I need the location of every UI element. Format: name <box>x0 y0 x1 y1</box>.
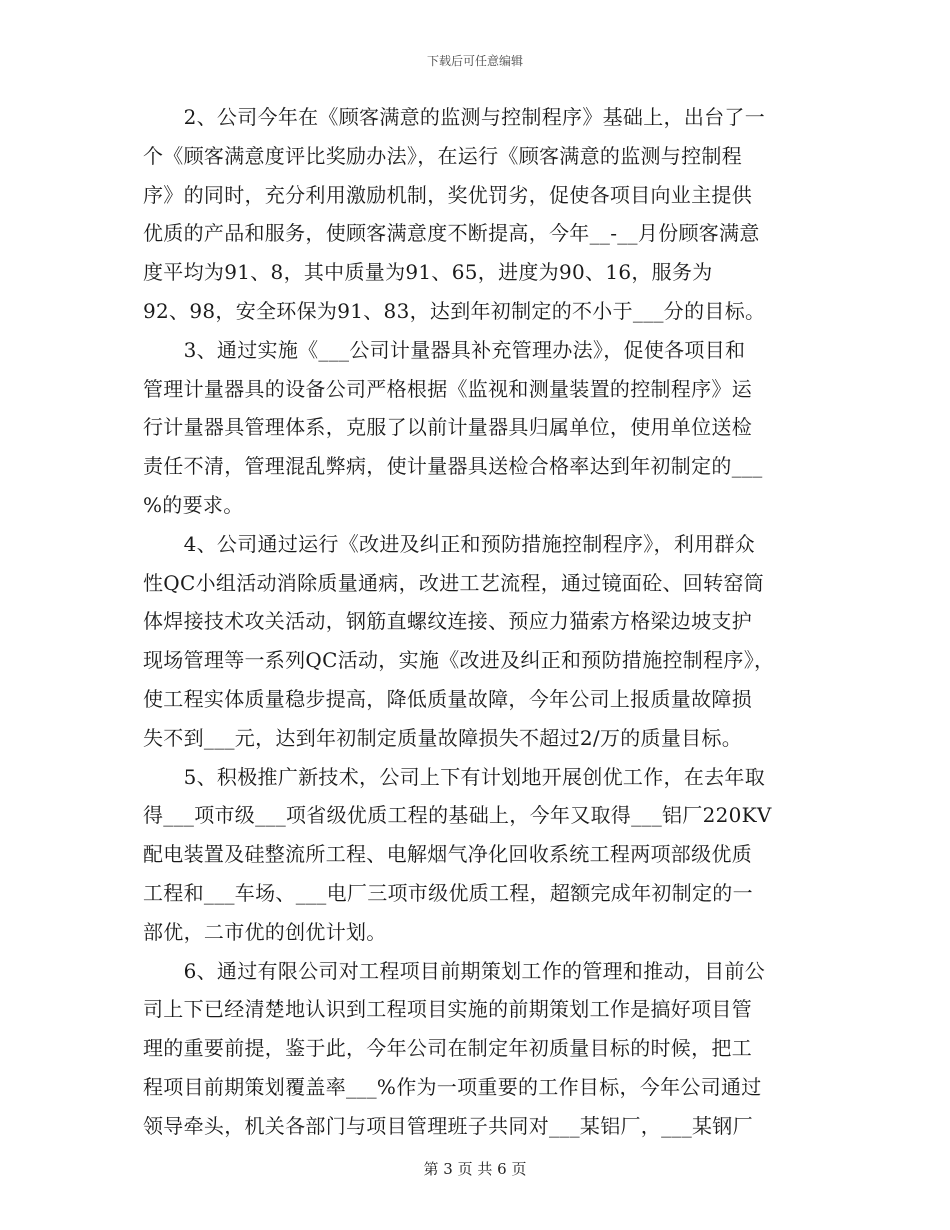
text-line: 管理计量器具的设备公司严格根据《监视和测量装置的控制程序》运 <box>143 376 752 401</box>
text-line: 使工程实体质量稳步提高，降低质量故障，今年公司上报质量故障损 <box>143 686 752 711</box>
text-line: 2、公司今年在《顾客满意的监测与控制程序》基础上，出台了一 <box>143 105 766 129</box>
text-line: 个《顾客满意度评比奖励办法》，在运行《顾客满意的监测与控制程 <box>143 143 742 168</box>
text-line: 优质的产品和服务，使顾客满意度不断提高，今年__-__月份顾客满意 <box>143 221 760 246</box>
text-line: 配电装置及硅整流所工程、电解烟气净化回收系统工程两项部级优质 <box>143 842 752 867</box>
text-line: 5、积极推广新技术，公司上下有计划地开展创优工作，在去年取 <box>143 764 766 789</box>
text-line: 领导牵头，机关各部门与项目管理班子共同对___某铝厂，___某钢厂 <box>143 1113 753 1138</box>
text-line: 部优，二市优的创优计划。 <box>143 919 387 944</box>
text-line: 行计量器具管理体系，克服了以前计量器具归属单位，使用单位送检 <box>143 415 752 440</box>
text-line: 度平均为91、8，其中质量为91、65，进度为90、16，服务为 <box>143 260 713 285</box>
text-line: 司上下已经清楚地认识到工程项目实施的前期策划工作是搞好项目管 <box>143 997 752 1022</box>
text-line: 4、公司通过运行《改进及纠正和预防措施控制程序》，利用群众 <box>143 531 756 556</box>
text-line: %的要求。 <box>143 492 244 517</box>
text-line: 程项目前期策划覆盖率___%作为一项重要的工作目标，今年公司通过 <box>143 1074 762 1099</box>
text-line: 工程和___车场、___电厂三项市级优质工程，超额完成年初制定的一 <box>143 880 753 905</box>
document-body <box>143 98 808 1146</box>
page-header: 下载后可任意编辑 <box>426 54 523 68</box>
text-line: 序》的同时，充分利用激励机制，奖优罚劣，促使各项目向业主提供 <box>143 182 752 207</box>
text-line: 失不到___元，达到年初制定质量故障损失不超过2/万的质量目标。 <box>143 725 743 750</box>
text-line: 6、通过有限公司对工程项目前期策划工作的管理和推动，目前公 <box>143 958 766 983</box>
text-line: 现场管理等一系列QC活动，实施《改进及纠正和预防措施控制程序》， <box>143 648 775 673</box>
text-line: 得___项市级___项省级优质工程的基础上，今年又取得___铝厂220KV <box>143 803 772 828</box>
text-line: 3、通过实施《___公司计量器具补充管理办法》，促使各项目和 <box>143 337 746 362</box>
text-line: 性QC小组活动消除质量通病，改进工艺流程，通过镜面砼、回转窑筒 <box>143 570 764 595</box>
text-line: 92、98，安全环保为91、83，达到年初制定的不小于___分的目标。 <box>143 298 766 323</box>
text-line: 体焊接技术攻关活动，钢筋直螺纹连接、预应力猫索方格梁边坡支护 <box>143 609 752 634</box>
text-line: 理的重要前提，鉴于此，今年公司在制定年初质量目标的时候，把工 <box>143 1036 752 1061</box>
text-line: 责任不清，管理混乱弊病，使计量器具送检合格率达到年初制定的___ <box>143 454 763 479</box>
page-footer: 第 3 页 共 6 页 <box>423 1160 527 1178</box>
